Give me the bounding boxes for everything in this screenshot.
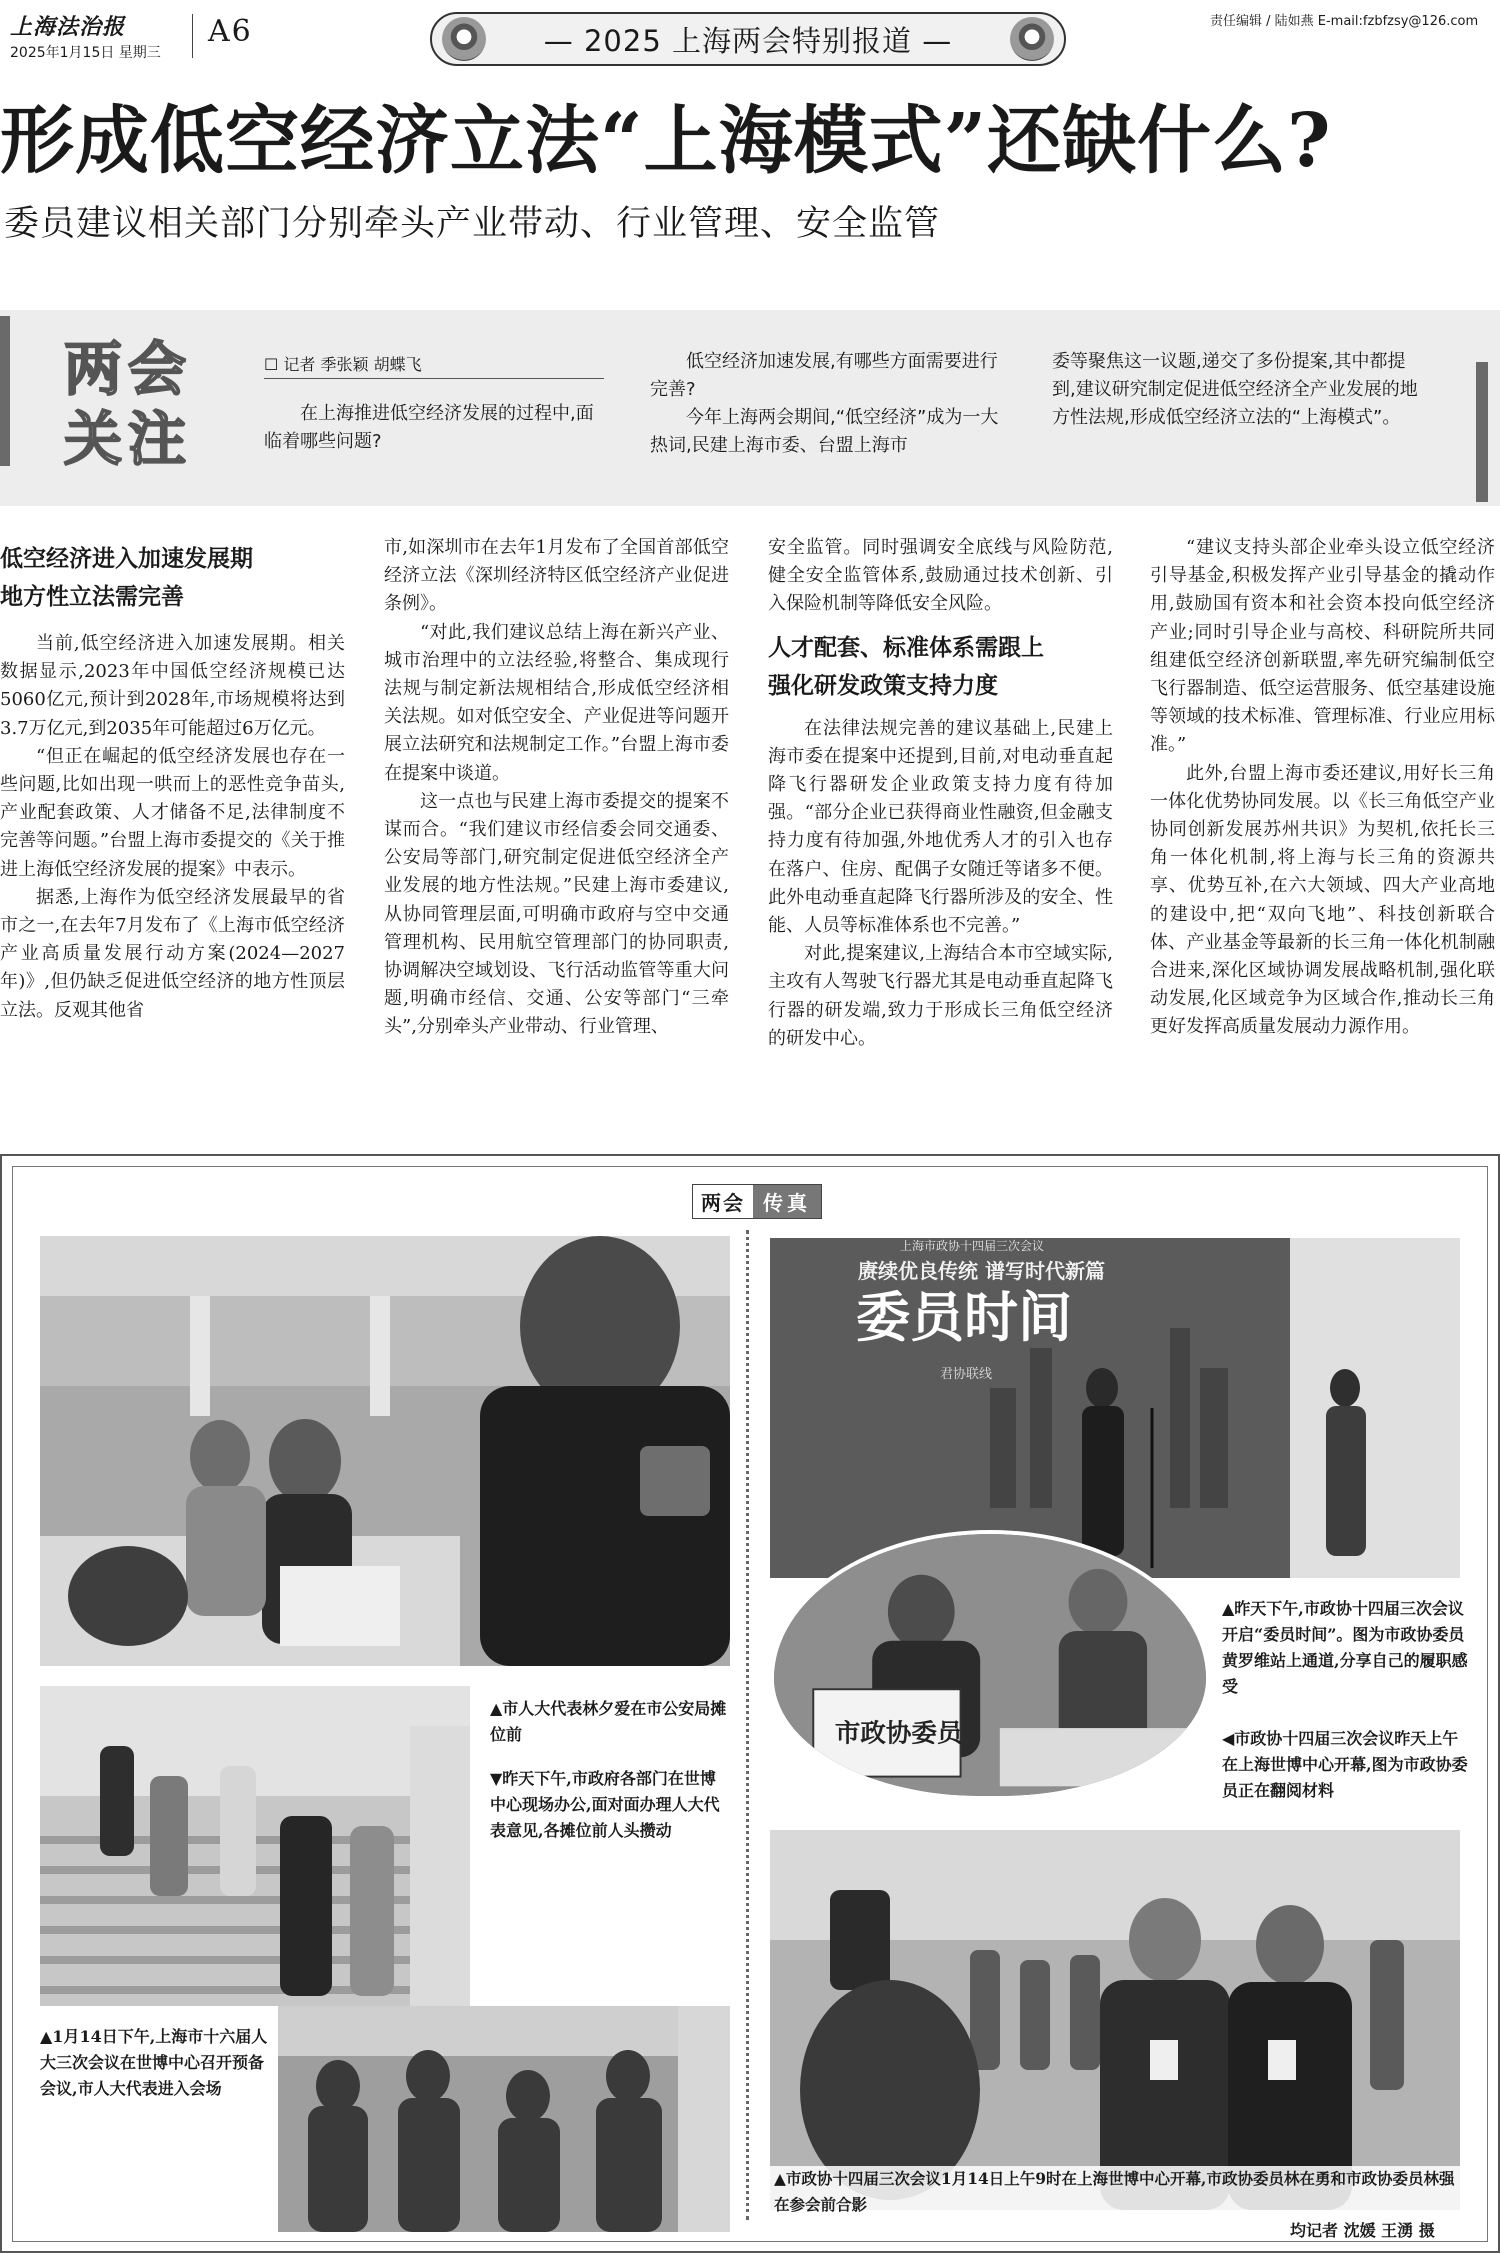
paragraph: “建议支持头部企业牵头设立低空经济引导基金,积极发挥产业引导基金的撬动作用,鼓励国有资本和社会资本投向低空经济产业;同时引导企业与高校、科研院所共同组建低空经济创新联盟,率先研究编制低空飞行器制造、低空运营服务、低空基建设施等领域的技术标准、管理标准、行业应用标准。” bbox=[1150, 537, 1495, 756]
screen-text: 赓续优良传统 谱写时代新篇 bbox=[858, 1259, 1105, 1283]
editor-info: 责任编辑 / 陆如燕 E-mail:fzbfzsy@126.com bbox=[1210, 14, 1479, 29]
section-heading: 低空经济进入加速发展期 bbox=[0, 546, 253, 572]
section-heading: 地方性立法需完善 bbox=[0, 584, 184, 610]
photo-caption: ◀市政协十四届三次会议昨天上午在上海世博中心开幕,图为市政协委员正在翻阅材料 bbox=[1222, 1729, 1468, 1800]
photo-reading-materials-image bbox=[774, 1534, 1206, 1796]
newspaper-logo: 上海法治报 bbox=[10, 14, 126, 40]
paragraph: 在法律法规完善的建议基础上,民建上海市委在提案中还提到,目前,对电动垂直起降飞行器研发企业政策支持力度有待加强。“部分企业已获得商业性融资,但金融支持力度有待加强,外地优秀人才的引入也存在落户、住房、配偶子女随迁等诸多不便。此外电动垂直起降飞行器所涉及的安全、性能、人员等标准体系也不完善。” bbox=[768, 717, 1113, 937]
banner-title: — 2025 上海两会特别报道 — bbox=[543, 23, 953, 58]
photo-deputies-entering bbox=[278, 2006, 730, 2232]
photo-deputies-entering-image bbox=[278, 2006, 730, 2232]
photo-two-members bbox=[770, 1830, 1460, 2210]
photo-two-members-image bbox=[770, 1830, 1460, 2210]
photo-committee-member-time bbox=[770, 1238, 1460, 1578]
photo-police-booth bbox=[40, 1236, 730, 1666]
photo-staircase bbox=[40, 1686, 470, 2006]
focus-left-bar bbox=[0, 316, 10, 466]
screen-text: 上海市政协十四届三次会议 bbox=[900, 1239, 1045, 1253]
special-report-banner bbox=[430, 12, 1066, 66]
photo-committee-member-time-image bbox=[770, 1238, 1460, 1578]
paragraph: 安全监管。同时强调安全底线与风险防范,健全安全监管体系,鼓励通过技术创新、引入保险机制等降低安全风险。 bbox=[768, 537, 1113, 615]
photo-tag-label: 两会 bbox=[693, 1185, 753, 1218]
reporter-byline: ☐ 记者 季张颖 胡蝶飞 bbox=[264, 355, 422, 374]
placard-text: 市政协委员 bbox=[834, 1717, 963, 1748]
photo-police-booth-image bbox=[40, 1236, 730, 1666]
subheadline: 委员建议相关部门分别牵头产业带动、行业管理、安全监管 bbox=[4, 204, 941, 244]
section-heading: 强化研发政策支持力度 bbox=[768, 672, 998, 699]
article-column-3 bbox=[768, 534, 1113, 1053]
intro-paragraph: 低空经济加速发展,有哪些方面需要进行完善? 今年上海两会期间,“低空经济”成为一大热词,民建上海市委、台盟上海市 bbox=[650, 351, 999, 456]
photo-credit: 均记者 沈媛 王湧 摄 bbox=[1290, 2221, 1435, 2240]
issue-date: 2025年1月15日 星期三 bbox=[10, 45, 161, 61]
intro-paragraph: 委等聚焦这一议题,递交了多份提案,其中都提到,建议研究制定促进低空经济全产业发展的地方性法规,形成低空经济立法的“上海模式”。 bbox=[1052, 351, 1418, 428]
paragraph: 此外,台盟上海市委还建议,用好长三角一体化优势协同发展。以《长三角低空产业协同创新发展苏州共识》为契机,依托长三角一体化机制,将上海与长三角的资源共享、优势互补,在六大领域、四大产业高地的建设中,把“双向飞地”、科技创新联合体、产业基金等最新的长三角一体化机制融合进来,深化区域协调发展战略机制,强化联动发展,化区域竞争为区域合作,推动长三角更好发挥高质量发展动力源作用。 bbox=[1150, 762, 1495, 1038]
paragraph: 当前,低空经济进入加速发展期。相关数据显示,2023年中国低空经济规模已达5060亿元,预计到2028年,市场规模将达到3.7万亿元,到2035年可能超过6万亿元。 bbox=[0, 633, 345, 739]
screen-text: 君协联线 bbox=[940, 1367, 993, 1382]
focus-right-bar bbox=[1476, 362, 1488, 502]
article-column-1 bbox=[0, 540, 345, 1025]
byline-rule bbox=[264, 378, 604, 379]
screen-title: 委员时间 bbox=[856, 1286, 1072, 1349]
article-column-2 bbox=[384, 534, 729, 1042]
intro-paragraph: 在上海推进低空经济发展的过程中,面临着哪些问题? bbox=[264, 403, 594, 452]
paragraph: 市,如深圳市在去年1月发布了全国首部低空经济立法《深圳经济特区低空经济产业促进条例》。 bbox=[384, 537, 729, 615]
photo-column-divider bbox=[746, 1230, 749, 2220]
paragraph: “但正在崛起的低空经济发展也存在一些问题,比如出现一哄而上的恶性竞争苗头,产业配套政策、人才储备不足,法律制度不完善等问题。”台盟上海市委提交的《关于推进上海低空经济发展的提案》中表示。 bbox=[0, 745, 345, 880]
photo-caption: ▲昨天下午,市政协十四届三次会议开启“委员时间”。图为市政协委员黄罗维站上通道,分享自己的履职感受 bbox=[1222, 1599, 1468, 1696]
headline: 形成低空经济立法“上海模式”还缺什么? bbox=[0, 98, 1332, 184]
national-emblem-icon bbox=[442, 17, 486, 61]
paragraph: 对此,提案建议,上海结合本市空域实际,主攻有人驾驶飞行器尤其是电动垂直起降飞行器的研发端,致力于形成长三角低空经济的研发中心。 bbox=[768, 943, 1113, 1049]
paragraph: “对此,我们建议总结上海在新兴产业、城市治理中的立法经验,将整合、集成现行法规与制定新法规相结合,形成低空经济相关法规。如对低空安全、产业促进等问题开展立法研究和法规制定工作。”台盟上海市委在提案中谈道。 bbox=[384, 621, 729, 784]
paragraph: 这一点也与民建上海市委提交的提案不谋而合。“我们建议市经信委会同交通委、公安局等部门,研究制定促进低空经济全产业发展的地方性法规。”民建上海市委建议,从协同管理层面,可明确市政府与空中交通管理机构、民用航空管理部门的协同职责,协调解决空域划设、飞行活动监管等重大问题,明确市经信、交通、公安等部门“三牵头”,分别牵头产业带动、行业管理、 bbox=[384, 790, 729, 1038]
photo-caption: ▲市政协十四届三次会议1月14日上午9时在上海世博中心开幕,市政协委员林在勇和市政协委员林强在参会前合影 bbox=[770, 2166, 1460, 2218]
photo-caption: ▲市人大代表林夕爱在市公安局摊位前 bbox=[490, 1699, 727, 1744]
photo-caption: ▲1月14日下午,上海市十六届人大三次会议在世博中心召开预备会议,市人大代表进入会场 bbox=[40, 2027, 268, 2098]
article-column-4 bbox=[1150, 534, 1495, 1042]
page-number: A6 bbox=[208, 14, 253, 49]
photo-staircase-image bbox=[40, 1686, 470, 2006]
section-heading: 人才配套、标准体系需跟上 bbox=[768, 634, 1044, 661]
paragraph: 据悉,上海作为低空经济发展最早的省市之一,在去年7月发布了《上海市低空经济产业高质量发展行动方案(2024—2027年)》,但仍缺乏促进低空经济的地方性顶层立法。反观其他省 bbox=[0, 886, 345, 1021]
masthead-divider bbox=[192, 14, 193, 58]
court-emblem-icon bbox=[1010, 17, 1054, 61]
focus-label-guanzhu: 关注 bbox=[64, 405, 193, 473]
focus-label-lianghui: 两会 bbox=[64, 335, 193, 403]
photo-section-tag bbox=[692, 1184, 822, 1219]
photo-tag-label: 传真 bbox=[753, 1185, 821, 1218]
photo-caption: ▼昨天下午,市政府各部门在世博中心现场办公,面对面办理人大代表意见,各摊位前人头攒动 bbox=[490, 1769, 720, 1840]
